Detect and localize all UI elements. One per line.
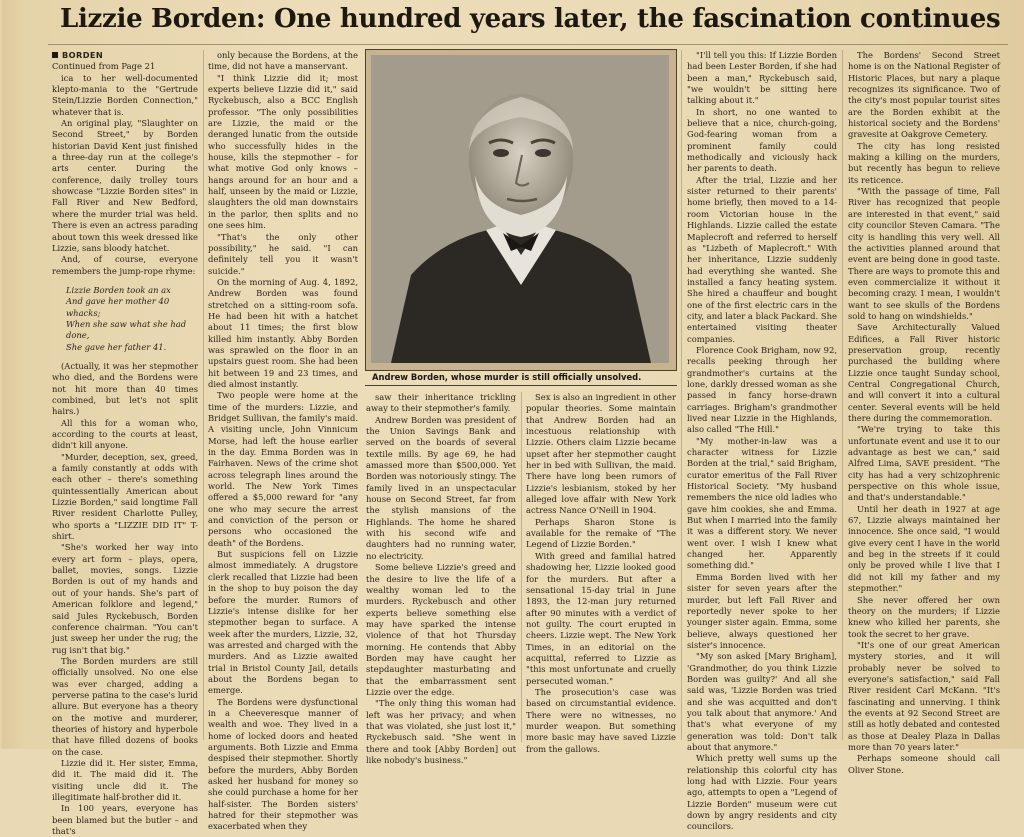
caption-rule <box>365 385 677 386</box>
andrew-borden-portrait <box>371 55 669 363</box>
paragraph: Sex is also an ingredient in other popular theories. Some maintain that Andrew Borden had an incestuous relationship with Lizzie. Others claim Lizzie became upset after her stepmother caught her in bed with Sullivan, the maid. There have long been rumors of Lizzie's lesbianism, stoked by her alleged love affair with New York actress Nance O'Neill in 1904. <box>526 392 676 516</box>
paragraph: "With the passage of time, Fall River has recognized that people are interested in that event," said city councilor Steven Camara. "The city is handling this very well. All the activities planned around that event are being done in good taste. There are ways to promote this and even commercialize it without it becoming crazy. I mean, I wouldn't want to see skulls of the Bordens sold to hang on windshields." <box>848 186 1000 321</box>
page-edge-shadow <box>2 0 24 749</box>
paragraph: She never offered her own theory on the murders; if Lizzie knew who killed her parents, she took the secret to her grave. <box>848 594 1000 639</box>
rhyme-line: And gave her mother 40 whacks; <box>66 296 170 318</box>
column-6 <box>848 50 1000 775</box>
paragraph: Until her death in 1927 at age 67, Lizzie always maintained her innocence. She once said, "I would give every cent I have in the world and beg in the streets if it could only be proved while I live that I did not kill my father and my stepmother." <box>848 503 1000 594</box>
paragraph: The prosecution's case was based on circumstantial evidence. There were no witnesses, no murder weapon. But something more basic may have saved Lizzie from the gallows. <box>526 686 676 754</box>
col6-paragraphs <box>848 50 1000 776</box>
paragraph: On the morning of Aug. 4, 1892, Andrew Borden was found stretched on a sitting-room sofa. He had been hit with a hatchet about 11 times; the first blow killed him instantly. Abby Borden was sprawled on the floor in an upstairs guest room. She had been hit between 19 and 23 times, and died almost instantly. <box>208 276 358 389</box>
paragraph: But suspicions fell on Lizzie almost immediately. A drugstore clerk recalled that Lizzie had been in the shop to buy poison the day before the murder. Rumors of Lizzie's intense dislike for her stepmother began to surface. A week after the murders, Lizzie, 32, was arrested and charged with the murders. And as Lizzie awaited trial in Bristol County Jail, details about the Bordens began to emerge. <box>208 549 358 696</box>
col3-paragraphs <box>366 392 516 766</box>
paragraph: Save Architecturally Valued Edifices, a Fall River historic preservation group, recently purchased the building where Lizzie once taught Sunday school, Central Congregational Church, and will convert it into a cultural center. Several events will be held there during the commemoration. <box>848 322 1000 423</box>
paragraph: With greed and familial hatred shadowing her, Lizzie looked good for the murders. But after a sensational 15-day trial in June 1893, the 12-man jury returned after 90 minutes with a verdict of not guilty. The court erupted in cheers. Lizzie wept. The New York Times, in an editorial on the acquittal, referred to Lizzie as "this most unfortunate and cruelly persecuted woman." <box>526 550 676 686</box>
column-divider <box>203 50 204 740</box>
paragraph: An original play, "Slaughter on Second Street," by Borden historian David Kent just finished a three-day run at the college's arts center. During the conference, daily trolley tours showcase "Lizzie Borden sites" in Fall River and New Bedford, where the murder trial was held. There is even an actress parading about town this week dressed like Lizzie, sans bloody hatchet. <box>52 118 198 253</box>
paragraph: Andrew Borden was president of the Union Savings Bank and served on the boards of several textile mills. By age 69, he had amassed more than $500,000. Yet Borden was notoriously stingy. The family lived in an unspectacular house on Second Street, far from the stylish mansions of the Highlands. The home he shared with his second wife and daughters had no running water, no electricity. <box>366 414 516 561</box>
paragraph: "Murder, deception, sex, greed, a family constantly at odds with each other – there's something quintessentially American about Lizzie Borden," said longtime Fall River resident Charlotte Pulley, who sports a "LIZZIE DID IT" T-shirt. <box>52 451 198 542</box>
paragraph: Lizzie did it. Her sister, Emma, did it. The maid did it. The visiting uncle did it. The illegitimate half-brother did it. <box>52 757 198 802</box>
column-3 <box>366 392 516 765</box>
column-divider <box>681 50 682 740</box>
article-headline: Lizzie Borden: One hundred years later, the fascination continues <box>60 4 1001 34</box>
paragraph: In 100 years, everyone has been blamed but the butler – and that's <box>52 803 198 837</box>
jump-rope-rhyme <box>52 285 198 353</box>
col5-paragraphs <box>687 50 837 833</box>
continued-line: Continued from Page 21 <box>52 61 156 72</box>
headline-rule <box>48 44 1008 45</box>
paragraph: The Bordens were dysfunctional in a Cheeveresque manner of wealth and woe. They lived in a home of locked doors and heated arguments. Both Lizzie and Emma despised their stepmother. Shortly before the murders, Abby Borden asked her husband for money so she could purchase a home for her half-sister. The Borden sisters' hatred for their stepmother was exacerbated when they <box>208 696 358 832</box>
paragraph: "The only thing this woman had left was her privacy; and when that was violated, she just lost it," Ryckebusch said. "She went in there and took [Abby Borden] out like nobody's business." <box>366 698 516 765</box>
col1-paragraphs <box>52 73 198 277</box>
portrait-illustration <box>371 55 669 363</box>
column-4 <box>526 392 676 754</box>
paragraph: And, of course, everyone remembers the jump-rope rhyme: <box>52 254 198 276</box>
paragraph: "It's one of our great American mystery stories, and it will probably never be solved to everyone's satisfaction," said Fall River resident Carl McKann. "It's fascinating and unnerving. I think the events at 92 Second Street are still as hotly debated and contested as those at Dealey Plaza in Dallas more than 70 years later." <box>848 639 1000 752</box>
paragraph: "I think Lizzie did it; most experts believe Lizzie did it," said Ryckebusch, also a BCC English professor. "The only possibilities are Lizzie, the maid or the deranged lunatic from the outside who successfully hides in the house, kills the stepmother – for what motive God only knows – hangs around for an hour and a half, unseen by the maid or Lizzie, slaughters the old man downstairs in the parlor, then splits and no one sees him. <box>208 72 358 231</box>
column-1 <box>52 50 198 837</box>
column-divider <box>521 392 522 742</box>
paragraph: "I'll tell you this: If Lizzie Borden had been Lester Borden, if she had been a man," Ryckebusch said, "we wouldn't be sitting here talking about it." <box>687 50 837 106</box>
paragraph: "We're trying to take this unfortunate event and use it to our advantage as best we can," said Alfred Lima, SAVE president. "The city has had a very schizophrenic perspective on this whole issue, and that's understandable." <box>848 424 1000 503</box>
paragraph: "That's the only other possibility," he said. "I can definitely tell you it wasn't suicide." <box>208 231 358 276</box>
paragraph: saw their inheritance trickling away to their stepmother's family. <box>366 392 516 414</box>
paragraph: The Borden murders are still officially unsolved. No one else was ever charged, adding a perverse patina to the case's lurid allure. But everyone has a theory on the motive and murderer, theories of history and hyperbole that have filled dozens of books on the case. <box>52 655 198 757</box>
paragraph: ica to her well-documented klepto-mania to the "Gertrude Stein/Lizzie Borden Connection," whatever that is. <box>52 72 198 117</box>
column-divider <box>842 50 843 740</box>
paragraph: The city has long resisted making a killing on the murders, but recently has begun to relieve its reticence. <box>848 140 1000 185</box>
column-5 <box>687 50 837 832</box>
rhyme-line: Lizzie Borden took an ax <box>66 284 171 295</box>
col2-paragraphs <box>208 50 358 833</box>
column-2 <box>208 50 358 832</box>
rhyme-line: When she saw what she had done, <box>66 318 187 341</box>
paragraph: (Actually, it was her stepmother who died, and the Bordens were not hit more than 40 times combined, but let's not split hairs.) <box>52 360 198 417</box>
paragraph: Two people were home at the time of the murders: Lizzie, and Bridget Sullivan, the family's maid. A visiting uncle, John Vinnicum Morse, had left the house earlier in the day. Emma Borden was in Fairhaven. News of the crime shot across telegraph lines around the world. The New York Times offered a $5,000 reward for "any one who may secure the arrest and conviction of the person or persons who occasioned the death" of the Bordens. <box>208 390 358 548</box>
paragraph: Florence Cook Brigham, now 92, recalls peeking through her grandmother's curtains at the lone, darkly dressed woman as she passed in fancy horse-drawn carriages. Brigham's grandmother lived near Lizzie in the Highlands, also called "The Hill." <box>687 344 837 435</box>
col1b-paragraphs <box>52 361 198 837</box>
section-tag: BORDEN <box>52 50 198 61</box>
portrait-photo-frame <box>365 49 677 371</box>
paragraph: All this for a woman who, according to the courts at least, didn't kill anyone. <box>52 417 198 451</box>
paragraph: only because the Bordens, at the time, did not have a manservant. <box>208 50 358 72</box>
paragraph: Some believe Lizzie's greed and the desire to live the life of a wealthy woman led to the murders. Ryckebusch and other experts believe something else may have sparked the intense violence of that hot Thursday morning. He contends that Abby Borden may have caught her stepdaughter masturbating and that the embarrassment sent Lizzie over the edge. <box>366 562 516 697</box>
paragraph: "My mother-in-law was a character witness for Lizzie Borden at the trial," said Brigham, curator emeritus of the Fall River Historical Society. "My husband remembers the nice old ladies who gave him cookies, she and Emma. But when I married into the family it was a different story. We never went over. I wish I knew what changed her. Apparently something did." <box>687 435 837 571</box>
photo-caption: Andrew Borden, whose murder is still officially unsolved. <box>372 372 642 382</box>
paragraph: In short, no one wanted to believe that a nice, church-going, God-fearing woman from a prominent family could methodically and viciously hack her parents to death. <box>687 106 837 174</box>
paragraph: Emma Borden lived with her sister for seven years after the murder, but left Fall River and reportedly never spoke to her younger sister again. Emma, some believe, always questioned her sister's innocence. <box>687 571 837 650</box>
paragraph: The Bordens' Second Street home is on the National Register of Historic Places, but nary a plaque recognizes its significance. Two of the city's most popular tourist sites are the Borden exhibit at the historical society and the Bordens' gravesite at Oakgrove Cemetery. <box>848 50 1000 140</box>
paragraph: Perhaps Sharon Stone is available for the remake of "The Legend of Lizzie Borden." <box>526 516 676 550</box>
paragraph: Perhaps someone should call Oliver Stone. <box>848 753 1000 775</box>
rhyme-line: She gave her father 41. <box>66 341 167 352</box>
col4-paragraphs <box>526 392 676 755</box>
paragraph: "My son asked [Mary Brigham], 'Grandmother, do you think Lizzie Borden was guilty?' And all she said was, 'Lizzie Borden was tried and she was acquitted and don't you talk about that anymore.' And that's what everyone of my generation was told: Don't talk about that anymore." <box>687 651 837 752</box>
paragraph: After the trial, Lizzie and her sister returned to their parents' home briefly, then moved to a 14-room Victorian house in the Highlands. Lizzie called the estate Maplecroft and referred to herself as "Lizbeth of Maplecroft." With her inheritance, Lizzie suddenly had everything she wanted. She installed a fancy heating system. She hired a chauffeur and bought one of the first electric cars in the city, and later a black Packard. She entertained visiting theater companies. <box>687 174 837 344</box>
paragraph: "She's worked her way into every art form – plays, opera, ballet, movies, songs. Lizzie Borden is out of my hands and out of your hands. She's part of American folklore and legend," said Jules Ryckebusch, Borden conference chairman. "You can't just sweep her under the rug; the rug isn't that big." <box>52 542 198 655</box>
paragraph: Which pretty well sums up the relationship this colorful city has long had with Lizzie. Four years ago, attempts to open a "Legend of Lizzie Borden" museum were cut down by angry residents and city councilors. <box>687 753 837 832</box>
